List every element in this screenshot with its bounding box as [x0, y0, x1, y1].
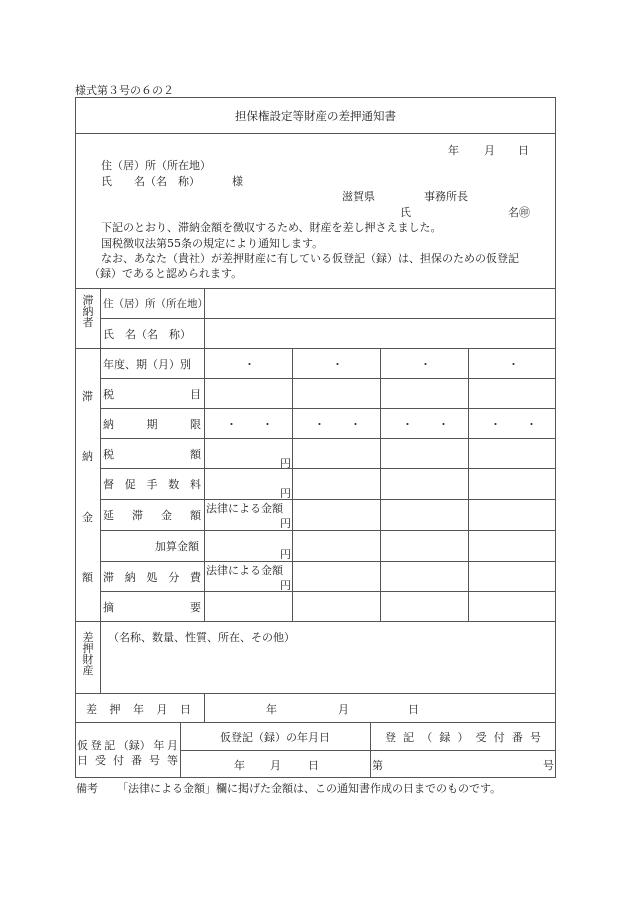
date-month: 月	[484, 144, 495, 157]
document-title: 担保権設定等財産の差押通知書	[235, 109, 396, 123]
seizure-date-label: 差 押 年 月 日	[86, 703, 191, 716]
seized-property-section-label: 差 押 財 産	[82, 631, 94, 677]
registration-number-prefix: 第	[372, 759, 383, 772]
seizure-month: 月	[338, 703, 349, 716]
disposal-cost-yen: 円	[280, 579, 291, 592]
provisional-day: 日	[308, 759, 319, 772]
late-charge-yen: 円	[280, 517, 291, 530]
remarks-label: 備考	[76, 782, 98, 795]
provisional-label-line2: 日 受 付 番 号 等	[77, 754, 178, 767]
disposal-cost-label: 滞 納 処 分 費	[103, 571, 201, 584]
added-amount-label: 加算金額	[155, 540, 199, 553]
tax-amount-yen: 円	[280, 457, 291, 470]
provisional-year: 年	[234, 759, 245, 772]
body-line-1: 下記のとおり、滞納金額を徴収するため、財産を差し押さえました。	[101, 221, 442, 234]
due-dot: ・	[226, 418, 237, 431]
taxpayer-section-label: 滞 納 者	[82, 294, 94, 329]
due-dot: ・	[314, 418, 325, 431]
due-date-label: 納 期 限	[103, 418, 201, 431]
recipient-address-label: 住（居）所（所在地）	[101, 159, 211, 172]
body-line-3: なお、あなた（貴社）が差押財産に有している仮登記（録）は、担保のための仮登記	[101, 252, 519, 265]
date-day: 日	[518, 144, 529, 157]
honorific: 様	[232, 175, 243, 188]
form-number: 様式第３号の６の２	[75, 84, 174, 97]
remarks-text: 「法律による金額」欄に掲げた金額は、この通知書作成の日までのものです。	[117, 782, 502, 795]
provisional-date-header: 仮登記（録）の年月日	[220, 731, 330, 744]
arrears-label-1: 滞	[82, 390, 93, 403]
seizure-day: 日	[408, 703, 419, 716]
tax-amount-label: 税 額	[103, 448, 201, 461]
recipient-name-label: 氏 名（名 称）	[101, 175, 200, 188]
provisional-month: 月	[270, 759, 281, 772]
registration-number-suffix: 号	[543, 759, 554, 772]
period-dot-4: ・	[508, 358, 519, 371]
due-dot: ・	[402, 418, 413, 431]
arrears-label-3: 金	[82, 511, 93, 524]
late-charge-legal-amount: 法律による金額	[206, 502, 283, 515]
period-label: 年度、期（月）別	[103, 358, 191, 371]
summary-label: 摘 要	[103, 601, 201, 614]
due-dot: ・	[526, 418, 537, 431]
issuer-seal: 名㊞	[508, 206, 530, 219]
late-charge-label: 延 滞 金 額	[103, 509, 201, 522]
tax-item-label: 税 目	[103, 388, 201, 401]
seizure-year: 年	[266, 703, 277, 716]
added-amount-yen: 円	[280, 548, 291, 561]
body-line-2: 国税徴収法第55条の規定により通知します。	[101, 237, 324, 250]
period-dot-3: ・	[420, 358, 431, 371]
date-year: 年	[448, 144, 459, 157]
demand-fee-yen: 円	[280, 487, 291, 500]
arrears-label-4: 額	[82, 571, 93, 584]
period-dot-1: ・	[244, 358, 255, 371]
due-dot: ・	[490, 418, 501, 431]
disposal-cost-legal-amount: 法律による金額	[206, 564, 283, 577]
registration-number-header: 登 記 （ 録 ） 受 付 番 号	[385, 731, 541, 744]
due-dot: ・	[438, 418, 449, 431]
provisional-label-line1: 仮 登 記 （録） 年 月	[77, 739, 178, 752]
demand-fee-label: 督 促 手 数 料	[103, 478, 201, 491]
due-dot: ・	[350, 418, 361, 431]
issuer-office: 事務所長	[424, 190, 468, 203]
issuer-name-prefix: 氏	[400, 206, 411, 219]
seized-property-note: （名称、数量、性質、所在、その他）	[108, 631, 295, 644]
due-dot: ・	[262, 418, 273, 431]
taxpayer-name-label: 氏 名（名 称）	[103, 328, 191, 341]
body-line-4: （録）であると認められます。	[89, 267, 243, 280]
taxpayer-address-label: 住（居）所（所在地）	[103, 298, 208, 310]
issuer-prefecture: 滋賀県	[342, 190, 375, 203]
arrears-label-2: 納	[82, 450, 93, 463]
period-dot-2: ・	[332, 358, 343, 371]
